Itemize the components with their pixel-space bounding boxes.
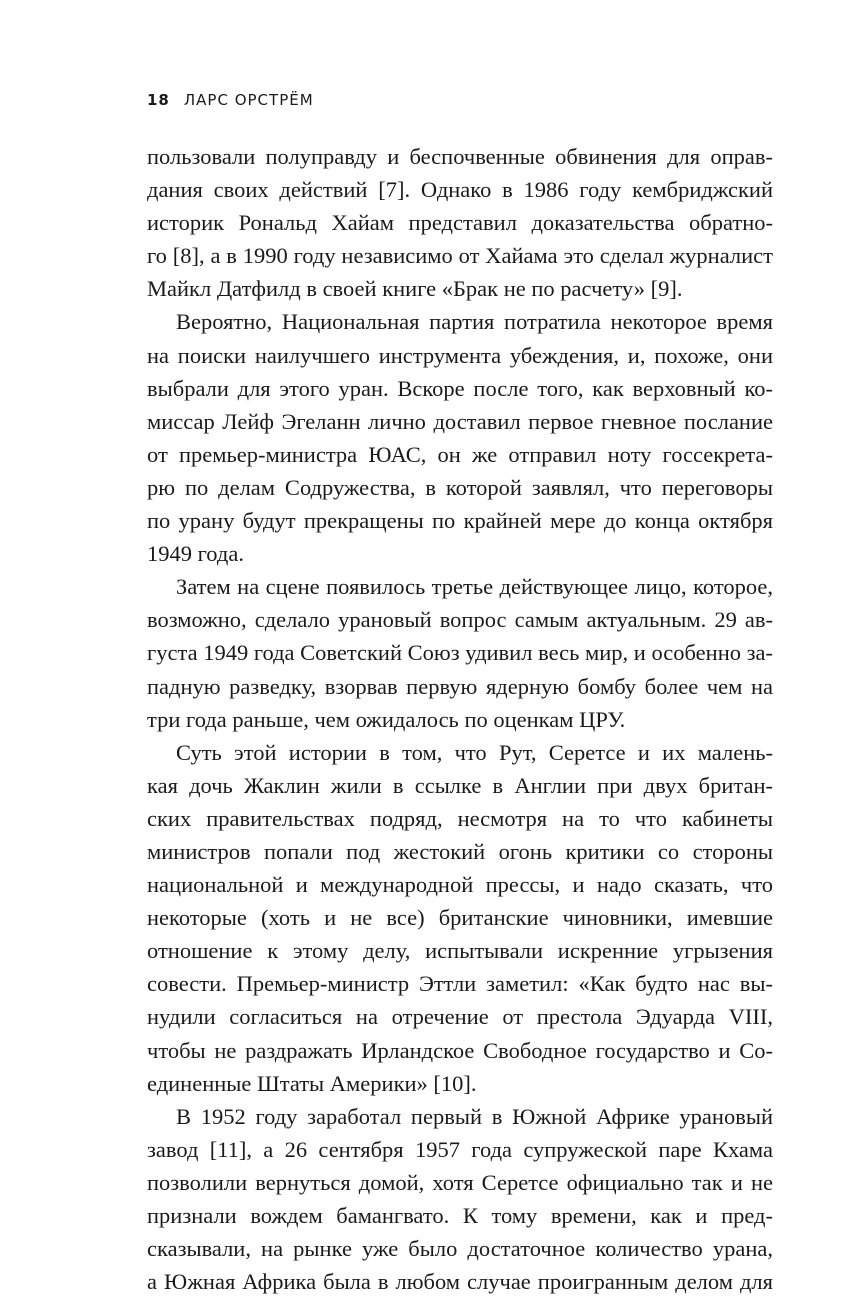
text-line: Вероятно, Национальная партия потратила некоторое время — [176, 309, 773, 335]
paragraph — [147, 570, 773, 735]
paragraph — [147, 305, 773, 570]
text-line: ских правительствах подряд, несмотря на то что кабинеты — [147, 805, 773, 831]
page-number: 18 — [147, 91, 170, 109]
text-line: позволили вернуться домой, хотя Серетсе официально так и не — [147, 1169, 773, 1195]
text-line: го [8], а в 1990 году независимо от Хайама это сделал журналист — [147, 243, 773, 269]
text-line: кая дочь Жаклин жили в ссылке в Англии при двух британ- — [147, 772, 773, 798]
paragraph — [147, 1100, 773, 1299]
text-line: В 1952 году заработал первый в Южной Африке урановый — [176, 1103, 773, 1129]
running-title: ЛАРС ОРСТРЁМ — [183, 91, 314, 109]
text-line: некоторые (хоть и не все) британские чиновники, имевшие — [147, 905, 773, 931]
text-line: густа 1949 года Советский Союз удивил весь мир, и особенно за- — [147, 640, 773, 666]
text-line: 1949 года. — [147, 541, 244, 567]
text-line: дания своих действий [7]. Однако в 1986 году кембриджский — [147, 177, 773, 203]
text-line: нудили согласиться на отречение от престола Эдуарда VIII, — [147, 1004, 773, 1030]
text-line: Суть этой истории в том, что Рут, Серетсе и их малень- — [176, 739, 773, 765]
text-line: признали вождем бамангвато. К тому времени, как и пред- — [147, 1203, 773, 1228]
text-line: на поиски наилучшего инструмента убеждения, и, похоже, они — [147, 342, 773, 368]
text-line: возможно, сделало урановый вопрос самым актуальным. 29 ав- — [147, 607, 773, 633]
text-line: а Южная Африка была в любом случае проигранным делом для — [147, 1269, 773, 1295]
text-line: рю по делам Содружества, в которой заявлял, что переговоры — [147, 474, 773, 500]
running-header — [147, 91, 314, 109]
text-line: сказывали, на рынке уже было достаточное количество урана, — [147, 1236, 773, 1262]
text-line: три года раньше, чем ожидалось по оценкам ЦРУ. — [147, 706, 626, 732]
text-line: падную разведку, взорвав первую ядерную бомбу более чем на — [147, 673, 773, 699]
text-line: Затем на сцене появилось третье действующее лицо, которое, — [176, 574, 773, 600]
text-line: выбрали для этого уран. Вскоре после того, как верховный ко- — [147, 375, 773, 401]
text-line: пользовали полуправду и беспочвенные обвинения для оправ- — [147, 144, 773, 169]
text-line: совести. Премьер-министр Эттли заметил: «Как будто нас вы- — [147, 971, 773, 997]
paragraph — [147, 140, 773, 305]
text-line: завод [11], а 26 сентября 1957 года супружеской паре Кхама — [147, 1136, 773, 1162]
text-line: по урану будут прекращены по крайней мере до конца октября — [147, 508, 773, 534]
text-line: миссар Лейф Эгеланн лично доставил первое гневное послание — [147, 408, 773, 434]
text-line: министров попали под жестокий огонь критики со стороны — [147, 838, 773, 864]
text-line: Майкл Датфилд в своей книге «Брак не по расчету» [9]. — [147, 276, 683, 302]
text-line: национальной и международной прессы, и надо сказать, что — [147, 872, 773, 898]
page-body-text — [147, 140, 773, 1298]
text-line: чтобы не раздражать Ирландское Свободное государство и Со- — [147, 1037, 773, 1063]
text-line: от премьер-министра ЮАС, он же отправил ноту госсекрета- — [147, 441, 773, 467]
text-line: историк Рональд Хайам представил доказательства обратно- — [147, 210, 773, 236]
text-line: единенные Штаты Америки» [10]. — [147, 1070, 477, 1096]
text-line: отношение к этому делу, испытывали искренние угрызения — [147, 938, 773, 964]
paragraph — [147, 736, 773, 1100]
